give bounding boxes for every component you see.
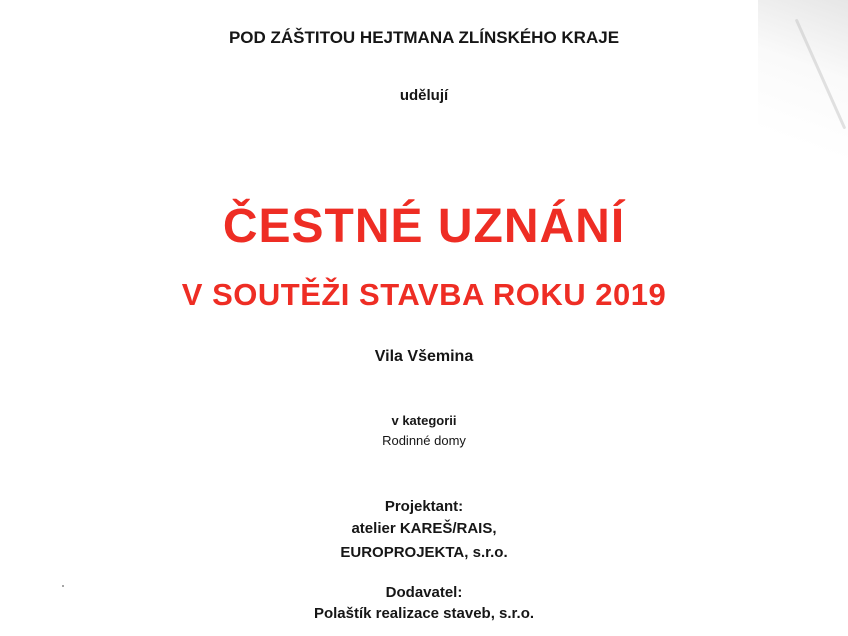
patronage-line: POD ZÁŠTITOU HEJTMANA ZLÍNSKÉHO KRAJE — [228, 28, 620, 47]
supplier-line-1: Polaštík realizace staveb, s.r.o. — [313, 605, 535, 622]
designer-label: Projektant: — [384, 498, 464, 515]
certificate-title: ČESTNÉ UZNÁNÍ — [222, 200, 626, 253]
category-value: Rodinné domy — [382, 433, 466, 448]
category-label: v kategorii — [391, 413, 457, 428]
project-name: Vila Všemina — [374, 348, 474, 365]
designer-line-2: EUROPROJEKTA, s.r.o. — [340, 544, 508, 561]
competition-subtitle: V SOUTĚŽI STAVBA ROKU 2019 — [181, 277, 667, 312]
designer-line-1: atelier KAREŠ/RAIS, — [351, 520, 497, 537]
supplier-label: Dodavatel: — [385, 584, 463, 601]
award-verb: udělují — [399, 87, 449, 104]
